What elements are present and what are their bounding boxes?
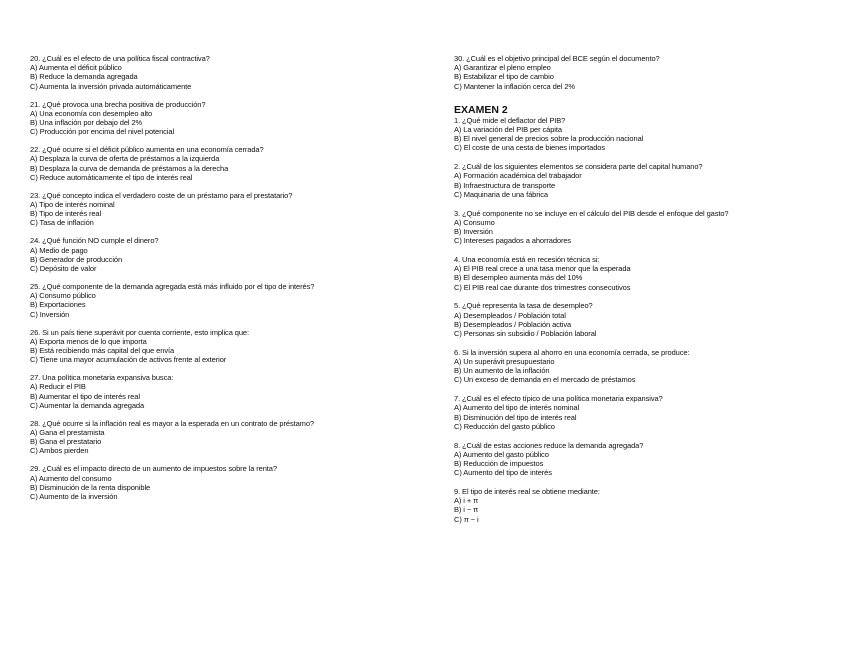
exam2-question-4 [454,255,844,292]
option-a: A) Consumo [454,217,495,227]
option-c: C) Aumento del tipo de interés [454,468,552,478]
option-b: B) Un aumento de la inflación [454,366,550,376]
option-b: B) El desempleo aumenta más del 10% [454,273,583,283]
question-text: 29. ¿Cuál es el impacto directo de un aumento de impuestos sobre la renta? [30,464,277,474]
option-c: C) Aumenta la inversión privada automáticamente [30,81,192,91]
question-text: 20. ¿Cuál es el efecto de una política fiscal contractiva? [30,54,210,63]
option-b: B) Disminución del tipo de interés real [454,412,577,422]
option-b: B) Estabilizar el tipo de cambio [454,72,554,82]
option-c: C) Aumento de la inversión [30,492,118,502]
option-c: C) Mantener la inflación cerca del 2% [454,81,575,91]
option-a: A) Garantizar el pleno empleo [454,63,551,73]
option-b: B) Gana el prestatario [30,437,102,447]
option-a: A) Medio de pago [30,245,88,255]
option-b: B) Disminución de la renta disponible [30,482,151,492]
option-b: B) Reducción de impuestos [454,459,544,469]
exam2-question-5 [454,301,844,338]
option-c: C) Intereses pagados a ahorradores [454,236,572,246]
question-text: 1. ¿Qué mide el deflactor del PIB? [454,115,566,125]
exam2-question-1 [454,116,844,153]
option-a: A) Desempleados / Población total [454,310,566,320]
option-a: A) Un superávit presupuestario [454,357,555,367]
question-text: 27. Una política monetaria expansiva busca: [30,373,174,383]
option-b: B) Desempleados / Población activa [454,319,572,329]
left-column [30,54,430,510]
question-text: 25. ¿Qué componente de la demanda agregada está más influido por el tipo de interés? [30,282,315,292]
option-b: B) Tipo de interés real [30,209,102,219]
option-a: A) La variación del PIB per cápita [454,125,562,135]
option-b: B) El nivel general de precios sobre la producción nacional [454,134,644,144]
option-a: A) Formación académica del trabajador [454,171,582,181]
option-a: A) Una economía con desempleo alto [30,108,153,118]
question-24 [30,236,430,273]
question-text: 2. ¿Cuál de los siguientes elementos se considera parte del capital humano? [454,162,703,172]
question-text: 22. ¿Qué ocurre si el déficit público aumenta en una economía cerrada? [30,145,264,155]
option-a: A) Desplaza la curva de oferta de préstamos a la izquierda [30,154,220,164]
question-text: 9. El tipo de interés real se obtiene mediante: [454,487,600,497]
question-29 [30,464,430,501]
question-20 [30,54,430,91]
question-text: 3. ¿Qué componente no se incluye en el cálculo del PIB desde el enfoque del gasto? [454,208,729,218]
exam-2-heading: EXAMEN 2 [454,103,508,116]
exam2-question-9 [454,487,844,524]
option-b: B) Está recibiendo más capital del que envía [30,346,175,356]
option-a: A) Exporta menos de lo que importa [30,336,147,346]
option-b: B) Infraestructura de transporte [454,180,556,190]
exam2-question-3 [454,209,844,246]
exam-2-questions [454,116,844,524]
option-c: C) Producción por encima del nivel potencial [30,127,175,137]
question-text: 24. ¿Qué función NO cumple el dinero? [30,236,159,246]
option-c: C) Reduce automáticamente el tipo de interés real [30,172,193,182]
option-b: B) Generador de producción [30,254,123,264]
option-a: A) El PIB real crece a una tasa menor que la esperada [454,264,631,274]
question-22 [30,145,430,182]
question-text: 30. ¿Cuál es el objetivo principal del BCE según el documento? [454,54,660,63]
option-b: B) Inversión [454,227,493,237]
question-text: 23. ¿Qué concepto indica el verdadero coste de un préstamo para el prestatario? [30,190,293,200]
option-c: C) El coste de una cesta de bienes importados [454,143,606,153]
exam2-question-2 [454,162,844,199]
option-b: B) Una inflación por debajo del 2% [30,118,143,128]
question-text: 7. ¿Cuál es el efecto típico de una política monetaria expansiva? [454,394,663,404]
question-text: 21. ¿Qué provoca una brecha positiva de producción? [30,99,206,109]
option-a: A) Aumento del tipo de interés nominal [454,403,580,413]
question-text: 5. ¿Qué representa la tasa de desempleo? [454,301,593,311]
option-c: C) π − i [454,514,479,524]
option-a: A) Reducir el PIB [30,382,86,392]
question-26 [30,328,430,365]
option-c: C) Maquinaria de una fábrica [454,189,548,199]
option-c: C) Tasa de inflación [30,218,94,228]
exam2-question-8 [454,441,844,478]
option-c: C) Tiene una mayor acumulación de activos frente al exterior [30,355,227,365]
option-c: C) Un exceso de demanda en el mercado de préstamos [454,375,636,385]
option-a: A) Tipo de interés nominal [30,200,115,210]
option-b: B) Exportaciones [30,300,86,310]
option-a: A) Gana el prestamista [30,428,105,438]
option-b: B) Reduce la demanda agregada [30,72,138,82]
exam2-question-7 [454,394,844,431]
right-column [454,54,844,533]
exam2-question-6 [454,348,844,385]
option-c: C) Depósito de valor [30,264,97,274]
option-a: A) Aumento del gasto público [454,449,549,459]
question-text: 8. ¿Cuál de estas acciones reduce la demanda agregada? [454,440,644,450]
option-b: B) i − π [454,505,479,515]
question-text: 4. Una economía está en recesión técnica si: [454,255,600,265]
question-27 [30,373,430,410]
option-c: C) Personas sin subsidio / Población laboral [454,329,597,339]
option-c: C) Reducción del gasto público [454,421,555,431]
question-21 [30,100,430,137]
question-25 [30,282,430,319]
option-c: C) Inversión [30,309,70,319]
option-a: A) Aumento del consumo [30,473,112,483]
option-a: A) Aumenta el déficit público [30,63,122,73]
option-c: C) Ambos pierden [30,446,89,456]
option-b: B) Aumentar el tipo de interés real [30,391,140,401]
option-c: C) Aumentar la demanda agregada [30,400,145,410]
question-23 [30,191,430,228]
question-text: 28. ¿Qué ocurre si la inflación real es mayor a la esperada en un contrato de préstamo? [30,418,314,428]
question-text: 26. Si un país tiene superávit por cuenta corriente, esto implica que: [30,327,249,337]
option-b: B) Desplaza la curva de demanda de préstamos a la derecha [30,163,229,173]
option-c: C) El PIB real cae durante dos trimestres consecutivos [454,282,631,292]
question-28 [30,419,430,456]
option-a: A) i + π [454,496,479,506]
question-30 [454,54,844,91]
option-a: A) Consumo público [30,291,96,301]
question-text: 6. Si la inversión supera al ahorro en una economía cerrada, se produce: [454,347,690,357]
